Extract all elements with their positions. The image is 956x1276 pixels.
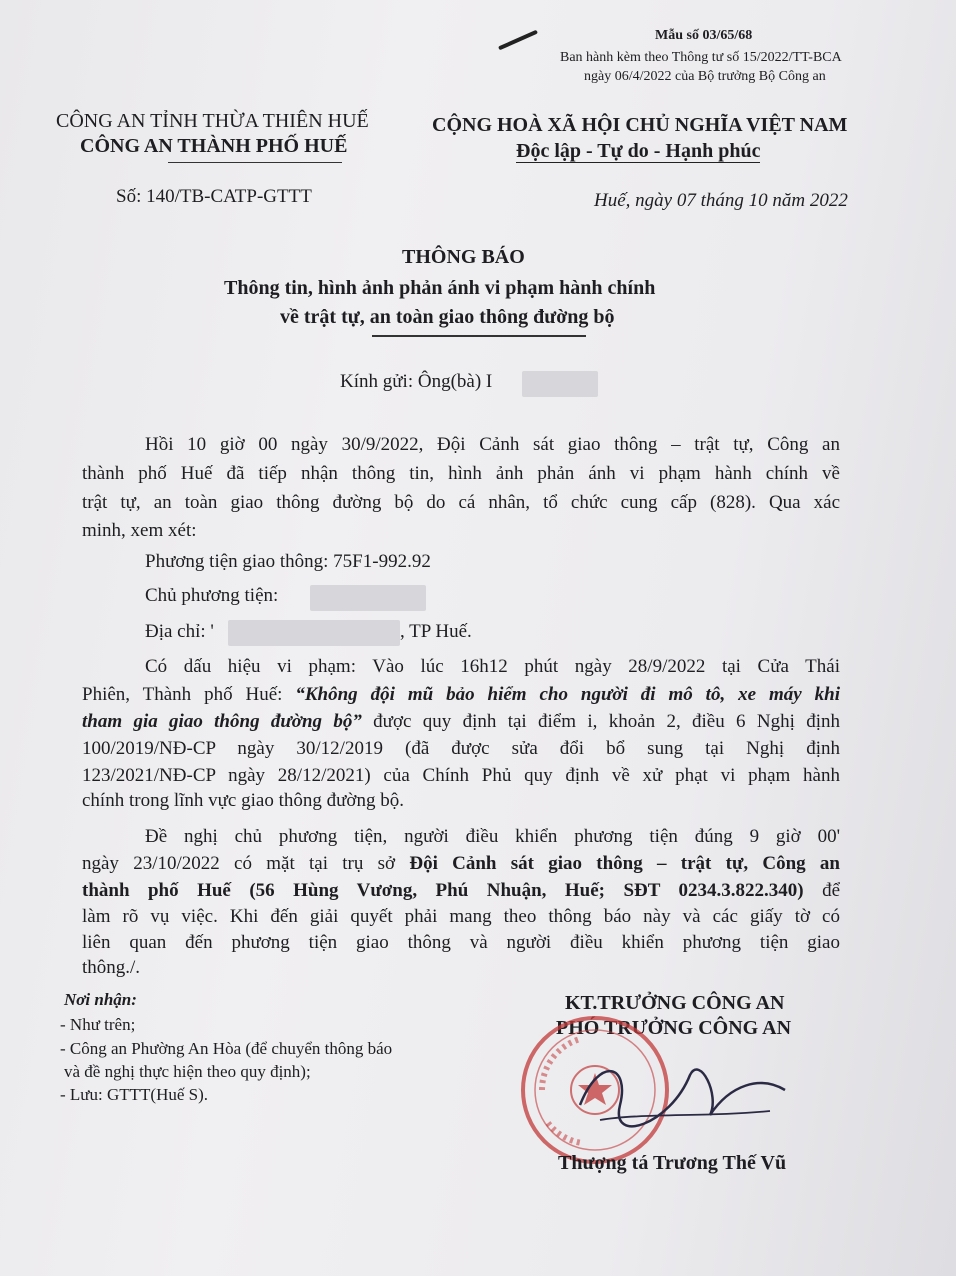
signature-title-1: KT.TRƯỞNG CÔNG AN [565,992,785,1014]
document-subtitle-line1: Thông tin, hình ảnh phản ánh vi phạm hành chính [224,277,656,299]
para3-line3 [82,880,840,902]
vehicle-plate: Phương tiện giao thông: 75F1-992.92 [145,551,431,572]
recipient-item-1: - Như trên; [60,1015,136,1034]
redacted-name [522,371,598,397]
title-underline [372,335,586,337]
para2-line3 [82,711,840,733]
recipient-item-2: - Công an Phường An Hòa (để chuyển thông báo [60,1039,393,1058]
agency-name [80,135,347,158]
agency-parent: CÔNG AN TỈNH THỪA THIÊN HUẾ [56,110,369,132]
recipients-label: Nơi nhận: [64,990,137,1009]
agency-name-text: CÔNG AN THÀNH PHỐ HUẾ [80,135,348,157]
form-reference-line1: Ban hành kèm theo Thông tư số 15/2022/TT-BCA [560,50,842,65]
vehicle-owner-label: Chủ phương tiện: [145,585,279,606]
salutation: Kính gửi: Ông(bà) I [340,371,493,392]
para3-line1: Đề nghị chủ phương tiện, người điều khiển phương tiện đúng 9 giờ 00' [145,826,840,847]
para2-line1: Có dấu hiệu vi phạm: Vào lúc 16h12 phút ngày 28/9/2022 tại Cửa Thái [145,656,840,677]
document-title: THÔNG BÁO [402,246,525,268]
handwritten-signature [560,1035,800,1145]
para1-line1: Hồi 10 giờ 00 ngày 30/9/2022, Đội Cảnh sát giao thông – trật tự, Công an [145,434,840,455]
para3-line6: thông./. [82,957,141,978]
para3-line5: liên quan đến phương tiện giao thông và người điều khiển phương tiện giao [82,932,840,953]
recipient-item-3: - Lưu: GTTT(Huế S). [60,1085,209,1104]
para2-line6: chính trong lĩnh vực giao thông đường bộ. [82,790,404,811]
nation-name: CỘNG HOÀ XÃ HỘI CHỦ NGHĨA VIỆT NAM [432,114,848,136]
address-label: Địa chỉ: ' [145,621,214,642]
para3-office-address: thành phố Huế (56 Hùng Vương, Phú Nhuận, Huế; SĐT 0234.3.822.340) [82,880,804,901]
address-city: , TP Huế. [400,621,472,642]
redacted-address [228,620,400,646]
para3-line2-plain: ngày 23/10/2022 có mặt tại trụ sở [82,853,410,874]
redacted-owner [310,585,426,611]
document-number: Số: 140/TB-CATP-GTTT [116,186,312,207]
agency-underline [168,162,342,163]
form-number: Mẫu số 03/65/68 [655,28,753,43]
national-motto [516,140,760,163]
para3-office-name: Đội Cảnh sát giao thông – trật tự, Công an [409,853,840,874]
para2-line4: 100/2019/NĐ-CP ngày 30/12/2019 (đã được sửa đổi bổ sung tại Nghị định [82,738,840,759]
para3-line4: làm rõ vụ việc. Khi đến giải quyết phải mang theo thông báo này và các giấy tờ có [82,906,840,927]
para3-line2 [82,853,840,875]
national-motto-text: Độc lập - Tự do - Hạnh phúc [516,140,761,162]
para2-line3-plain: được quy định tại điểm i, khoản 2, điều 6 Nghị định [361,711,840,732]
signature-title-2: PHÓ TRƯỞNG CÔNG AN [556,1017,792,1039]
para2-violation-quote: “Không đội mũ bảo hiểm cho người đi mô tô, xe máy khi [295,684,840,705]
pen-mark [498,30,538,51]
para1-line4: minh, xem xét: [82,520,197,541]
para2-line2-plain: Phiên, Thành phố Huế: [82,684,296,705]
para1-line2: thành phố Huế đã tiếp nhận thông tin, hình ảnh phản ánh vi phạm hành chính về [82,463,840,484]
para1-line3: trật tự, an toàn giao thông đường bộ do cá nhân, tổ chức cung cấp (828). Qua xác [82,492,840,513]
para2-violation-quote-end: tham gia giao thông đường bộ” [82,711,362,732]
form-reference-line2: ngày 06/4/2022 của Bộ trưởng Bộ Công an [584,69,826,84]
place-date: Huế, ngày 07 tháng 10 năm 2022 [594,190,848,211]
para3-line3-plain: để [803,880,841,901]
para2-line2 [82,684,840,706]
signer-name: Thượng tá Trương Thế Vũ [558,1152,787,1174]
para2-line5: 123/2021/NĐ-CP ngày 28/12/2021) của Chính Phủ quy định về xử phạt vi phạm hành [82,765,840,786]
document-subtitle-line2: về trật tự, an toàn giao thông đường bộ [280,306,615,328]
recipient-item-2-cont: và đề nghị thực hiện theo quy định); [64,1062,311,1081]
